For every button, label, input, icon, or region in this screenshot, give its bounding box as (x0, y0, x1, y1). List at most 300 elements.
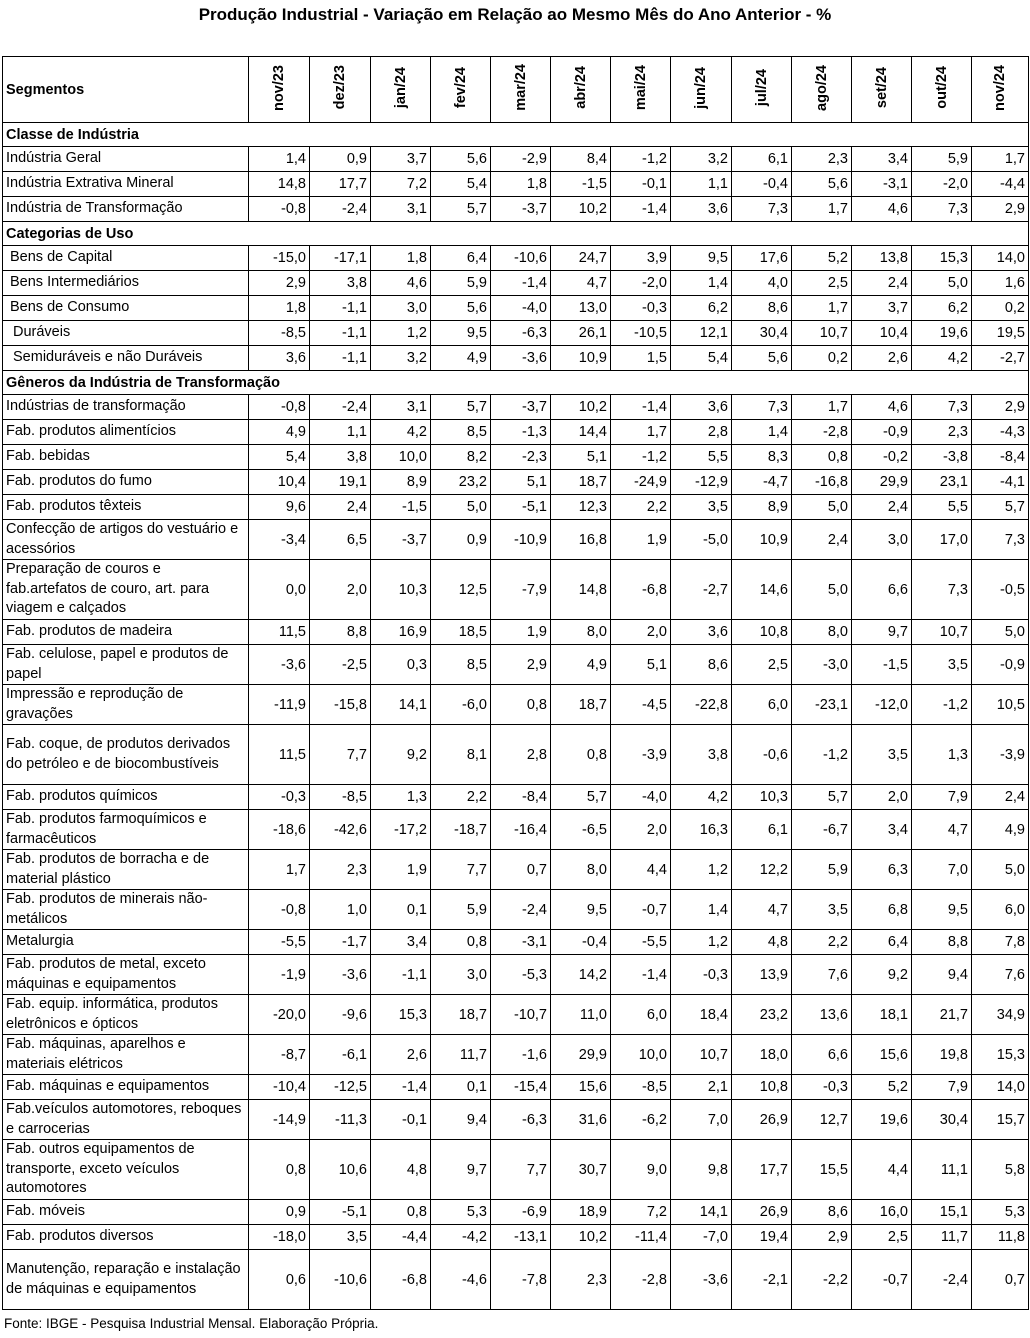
value-cell: 3,6 (249, 346, 310, 371)
value-cell: 7,3 (912, 395, 972, 420)
table-row (3, 930, 1029, 955)
value-cell: 8,4 (551, 147, 611, 172)
value-cell: 15,1 (912, 1200, 972, 1225)
value-cell: 2,9 (249, 271, 310, 296)
value-cell: -20,0 (249, 995, 310, 1035)
value-cell: 0,9 (310, 147, 371, 172)
segment-label: Fab. produtos do fumo (3, 470, 249, 495)
value-cell: 2,3 (912, 420, 972, 445)
value-cell: 11,7 (431, 1035, 491, 1075)
value-cell: 12,7 (792, 1100, 852, 1140)
value-cell: 18,5 (431, 620, 491, 645)
value-cell: 14,1 (371, 685, 431, 725)
value-cell: -1,2 (611, 147, 671, 172)
value-cell: 2,1 (671, 1075, 732, 1100)
value-cell: 4,6 (371, 271, 431, 296)
value-cell: -24,9 (611, 470, 671, 495)
value-cell: 4,8 (371, 1140, 431, 1200)
value-cell: 2,9 (972, 197, 1029, 222)
value-cell: 2,4 (852, 495, 912, 520)
value-cell: 3,5 (852, 725, 912, 785)
value-cell: 26,9 (732, 1100, 792, 1140)
value-cell: -1,6 (491, 1035, 551, 1075)
value-cell: 4,9 (972, 810, 1029, 850)
value-cell: 1,7 (792, 197, 852, 222)
table-row (3, 810, 1029, 850)
value-cell: -6,3 (491, 321, 551, 346)
segment-label: Fab. bebidas (3, 445, 249, 470)
value-cell: -0,9 (972, 645, 1029, 685)
value-cell: -2,2 (792, 1250, 852, 1310)
value-cell: 5,0 (431, 495, 491, 520)
value-cell: 10,7 (792, 321, 852, 346)
value-cell: 10,6 (310, 1140, 371, 1200)
segment-label: Fab. produtos de borracha e de material plástico (3, 850, 249, 890)
value-cell: 5,4 (249, 445, 310, 470)
value-cell: 3,9 (611, 246, 671, 271)
value-cell: 12,1 (671, 321, 732, 346)
value-cell: 6,3 (852, 850, 912, 890)
value-cell: 9,7 (431, 1140, 491, 1200)
value-cell: -0,2 (852, 445, 912, 470)
value-cell: 1,4 (671, 271, 732, 296)
value-cell: 15,6 (551, 1075, 611, 1100)
value-cell: 15,6 (852, 1035, 912, 1075)
value-cell: -0,3 (249, 785, 310, 810)
value-cell: -3,7 (371, 520, 431, 560)
value-cell: 8,5 (431, 420, 491, 445)
month-label: set/24 (873, 66, 890, 109)
segment-label: Indústrias de transformação (3, 395, 249, 420)
segment-label: Fab. máquinas e equipamentos (3, 1075, 249, 1100)
value-cell: -4,2 (431, 1225, 491, 1250)
value-cell: -15,0 (249, 246, 310, 271)
value-cell: 5,7 (551, 785, 611, 810)
value-cell: 4,2 (371, 420, 431, 445)
value-cell: -6,3 (491, 1100, 551, 1140)
value-cell: 18,9 (551, 1200, 611, 1225)
segment-label: Metalurgia (3, 930, 249, 955)
month-header (491, 57, 551, 123)
value-cell: 2,5 (852, 1225, 912, 1250)
value-cell: 3,5 (912, 645, 972, 685)
value-cell: 1,7 (792, 395, 852, 420)
value-cell: -2,8 (611, 1250, 671, 1310)
value-cell: 7,6 (972, 955, 1029, 995)
value-cell: -12,0 (852, 685, 912, 725)
value-cell: 2,9 (972, 395, 1029, 420)
value-cell: -0,7 (852, 1250, 912, 1310)
value-cell: 0,3 (371, 645, 431, 685)
value-cell: 6,0 (611, 995, 671, 1035)
value-cell: -11,3 (310, 1100, 371, 1140)
value-cell: 10,8 (732, 620, 792, 645)
value-cell: 1,2 (671, 930, 732, 955)
value-cell: -5,5 (249, 930, 310, 955)
month-label: nov/24 (992, 64, 1008, 111)
segment-label: Fab. celulose, papel e produtos de papel (3, 645, 249, 685)
table-row (3, 1140, 1029, 1200)
value-cell: 29,9 (852, 470, 912, 495)
value-cell: -4,4 (972, 172, 1029, 197)
value-cell: -6,8 (611, 560, 671, 620)
value-cell: 3,8 (671, 725, 732, 785)
month-header (551, 57, 611, 123)
value-cell: -3,6 (491, 346, 551, 371)
value-cell: 10,8 (732, 1075, 792, 1100)
value-cell: 0,9 (431, 520, 491, 560)
value-cell: -7,8 (491, 1250, 551, 1310)
value-cell: -8,5 (310, 785, 371, 810)
month-header (972, 57, 1029, 123)
value-cell: 5,3 (431, 1200, 491, 1225)
value-cell: 1,3 (912, 725, 972, 785)
value-cell: 3,4 (852, 147, 912, 172)
value-cell: 3,5 (671, 495, 732, 520)
segment-label: Indústria Geral (3, 147, 249, 172)
value-cell: 4,6 (852, 395, 912, 420)
value-cell: -18,6 (249, 810, 310, 850)
value-cell: 0,7 (972, 1250, 1029, 1310)
value-cell: 1,4 (732, 420, 792, 445)
value-cell: 3,1 (371, 197, 431, 222)
table-row (3, 850, 1029, 890)
value-cell: 9,5 (912, 890, 972, 930)
value-cell: 4,9 (431, 346, 491, 371)
value-cell: 1,8 (249, 296, 310, 321)
segment-label: Fab. móveis (3, 1200, 249, 1225)
category-row (3, 123, 1029, 147)
value-cell: 3,8 (310, 445, 371, 470)
value-cell: 10,3 (371, 560, 431, 620)
value-cell: 3,2 (671, 147, 732, 172)
value-cell: 2,0 (310, 560, 371, 620)
value-cell: 5,9 (912, 147, 972, 172)
value-cell: 0,8 (371, 1200, 431, 1225)
segment-label: Fab. produtos têxteis (3, 495, 249, 520)
value-cell: -1,2 (611, 445, 671, 470)
month-header (249, 57, 310, 123)
value-cell: -5,0 (671, 520, 732, 560)
value-cell: -8,4 (491, 785, 551, 810)
value-cell: 2,4 (972, 785, 1029, 810)
value-cell: -3,9 (972, 725, 1029, 785)
value-cell: 6,1 (732, 147, 792, 172)
value-cell: -1,5 (371, 495, 431, 520)
value-cell: 0,2 (972, 296, 1029, 321)
value-cell: 31,6 (551, 1100, 611, 1140)
month-label: nov/23 (271, 64, 287, 111)
value-cell: 0,0 (249, 560, 310, 620)
value-cell: -8,7 (249, 1035, 310, 1075)
value-cell: 2,6 (371, 1035, 431, 1075)
value-cell: 6,1 (732, 810, 792, 850)
month-header (671, 57, 732, 123)
value-cell: 5,3 (972, 1200, 1029, 1225)
category-row (3, 222, 1029, 246)
value-cell: 10,4 (249, 470, 310, 495)
table-row (3, 685, 1029, 725)
table-row (3, 246, 1029, 271)
value-cell: 9,7 (852, 620, 912, 645)
segment-label: Fab. produtos farmoquímicos e farmacêuticos (3, 810, 249, 850)
value-cell: 4,2 (671, 785, 732, 810)
value-cell: 16,3 (671, 810, 732, 850)
table-body (3, 123, 1029, 1310)
value-cell: -2,7 (671, 560, 732, 620)
value-cell: 19,1 (310, 470, 371, 495)
value-cell: -4,3 (972, 420, 1029, 445)
value-cell: 3,0 (431, 955, 491, 995)
value-cell: -0,7 (611, 890, 671, 930)
value-cell: 6,4 (852, 930, 912, 955)
value-cell: -4,1 (972, 470, 1029, 495)
segment-label: Fab. coque, de produtos derivados do petróleo e de biocombustíveis (3, 725, 249, 785)
value-cell: 15,5 (792, 1140, 852, 1200)
value-cell: 1,2 (371, 321, 431, 346)
value-cell: 9,2 (852, 955, 912, 995)
value-cell: -10,6 (310, 1250, 371, 1310)
value-cell: 3,2 (371, 346, 431, 371)
segment-label: Preparação de couros e fab.artefatos de couro, art. para viagem e calçados (3, 560, 249, 620)
value-cell: 5,1 (491, 470, 551, 495)
value-cell: 1,7 (611, 420, 671, 445)
value-cell: 8,5 (431, 645, 491, 685)
value-cell: 17,6 (732, 246, 792, 271)
value-cell: -0,3 (792, 1075, 852, 1100)
value-cell: -3,7 (491, 197, 551, 222)
value-cell: 15,3 (972, 1035, 1029, 1075)
value-cell: -4,0 (611, 785, 671, 810)
table-row (3, 1200, 1029, 1225)
segment-label: Fab. produtos de metal, exceto máquinas e equipamentos (3, 955, 249, 995)
category-label: Gêneros da Indústria de Transformação (3, 371, 1029, 395)
value-cell: 13,6 (792, 995, 852, 1035)
value-cell: 1,8 (491, 172, 551, 197)
value-cell: 10,2 (551, 1225, 611, 1250)
segment-label: Bens de Capital (3, 246, 249, 271)
value-cell: 2,0 (852, 785, 912, 810)
value-cell: -15,4 (491, 1075, 551, 1100)
segments-header: Segmentos (3, 57, 249, 123)
value-cell: 10,2 (551, 395, 611, 420)
value-cell: 2,0 (611, 810, 671, 850)
value-cell: 30,4 (732, 321, 792, 346)
value-cell: 7,6 (792, 955, 852, 995)
value-cell: -17,2 (371, 810, 431, 850)
value-cell: -6,8 (371, 1250, 431, 1310)
segment-label: Fab. produtos químicos (3, 785, 249, 810)
value-cell: -4,0 (491, 296, 551, 321)
value-cell: -3,8 (912, 445, 972, 470)
value-cell: 3,4 (852, 810, 912, 850)
value-cell: 5,9 (431, 271, 491, 296)
value-cell: 4,4 (852, 1140, 912, 1200)
value-cell: 2,3 (310, 850, 371, 890)
value-cell: -2,3 (491, 445, 551, 470)
value-cell: 10,9 (732, 520, 792, 560)
value-cell: 9,2 (371, 725, 431, 785)
value-cell: 13,9 (732, 955, 792, 995)
value-cell: 1,9 (491, 620, 551, 645)
value-cell: -5,1 (310, 1200, 371, 1225)
month-label: dez/23 (332, 65, 348, 110)
value-cell: -0,8 (249, 395, 310, 420)
month-label: out/24 (933, 66, 950, 109)
value-cell: -2,4 (491, 890, 551, 930)
segment-label: Impressão e reprodução de gravações (3, 685, 249, 725)
value-cell: -2,9 (491, 147, 551, 172)
value-cell: 1,4 (249, 147, 310, 172)
value-cell: 8,1 (431, 725, 491, 785)
value-cell: 1,7 (972, 147, 1029, 172)
value-cell: 0,1 (371, 890, 431, 930)
value-cell: 9,5 (671, 246, 732, 271)
value-cell: 1,7 (792, 296, 852, 321)
value-cell: -2,1 (732, 1250, 792, 1310)
value-cell: 4,6 (852, 197, 912, 222)
value-cell: -2,7 (972, 346, 1029, 371)
value-cell: 8,3 (732, 445, 792, 470)
value-cell: -14,9 (249, 1100, 310, 1140)
value-cell: 16,9 (371, 620, 431, 645)
table-row (3, 147, 1029, 172)
value-cell: 30,4 (912, 1100, 972, 1140)
value-cell: 14,8 (249, 172, 310, 197)
month-header (912, 57, 972, 123)
value-cell: 7,3 (732, 197, 792, 222)
value-cell: 7,8 (972, 930, 1029, 955)
value-cell: 6,6 (852, 560, 912, 620)
segment-label: Fab. máquinas, aparelhos e materiais elétricos (3, 1035, 249, 1075)
value-cell: 11,0 (551, 995, 611, 1035)
category-label: Classe de Indústria (3, 123, 1029, 147)
month-header (852, 57, 912, 123)
value-cell: -3,1 (852, 172, 912, 197)
value-cell: 2,5 (732, 645, 792, 685)
value-cell: -16,8 (792, 470, 852, 495)
value-cell: -6,9 (491, 1200, 551, 1225)
value-cell: 9,5 (551, 890, 611, 930)
month-label: mar/24 (512, 64, 529, 111)
table-row (3, 1035, 1029, 1075)
value-cell: 8,2 (431, 445, 491, 470)
value-cell: -1,1 (310, 321, 371, 346)
value-cell: 23,1 (912, 470, 972, 495)
value-cell: 15,3 (371, 995, 431, 1035)
value-cell: -6,0 (431, 685, 491, 725)
table-row (3, 725, 1029, 785)
value-cell: -3,6 (310, 955, 371, 995)
value-cell: -2,5 (310, 645, 371, 685)
table-title: Produção Industrial - Variação em Relação ao Mesmo Mês do Ano Anterior - % (198, 5, 832, 24)
value-cell: 5,0 (972, 620, 1029, 645)
table-row (3, 1100, 1029, 1140)
table-row (3, 890, 1029, 930)
value-cell: -2,4 (310, 197, 371, 222)
value-cell: 0,8 (249, 1140, 310, 1200)
value-cell: -1,5 (852, 645, 912, 685)
table-row (3, 955, 1029, 995)
segment-label: Fab. produtos de minerais não-metálicos (3, 890, 249, 930)
value-cell: 2,0 (611, 620, 671, 645)
value-cell: 1,9 (611, 520, 671, 560)
value-cell: 10,7 (671, 1035, 732, 1075)
table-row (3, 172, 1029, 197)
month-label: abr/24 (572, 66, 589, 109)
month-label: mai/24 (632, 64, 649, 111)
value-cell: 14,8 (551, 560, 611, 620)
segment-label: Fab. produtos alimentícios (3, 420, 249, 445)
value-cell: -0,1 (371, 1100, 431, 1140)
value-cell: 7,2 (611, 1200, 671, 1225)
value-cell: 3,5 (310, 1225, 371, 1250)
table-row (3, 520, 1029, 560)
value-cell: -6,2 (611, 1100, 671, 1140)
value-cell: 3,4 (371, 930, 431, 955)
value-cell: 16,8 (551, 520, 611, 560)
value-cell: 4,0 (732, 271, 792, 296)
value-cell: -3,9 (611, 725, 671, 785)
segment-label: Semiduráveis e não Duráveis (3, 346, 249, 371)
header-row (3, 57, 1029, 123)
value-cell: -18,0 (249, 1225, 310, 1250)
value-cell: -5,3 (491, 955, 551, 995)
value-cell: 6,2 (912, 296, 972, 321)
value-cell: 13,8 (852, 246, 912, 271)
value-cell: 0,8 (431, 930, 491, 955)
value-cell: 10,0 (611, 1035, 671, 1075)
segment-label: Indústria Extrativa Mineral (3, 172, 249, 197)
value-cell: 2,4 (310, 495, 371, 520)
table-row (3, 495, 1029, 520)
value-cell: 10,0 (371, 445, 431, 470)
value-cell: 30,7 (551, 1140, 611, 1200)
value-cell: 2,9 (792, 1225, 852, 1250)
value-cell: 6,4 (431, 246, 491, 271)
value-cell: 17,7 (732, 1140, 792, 1200)
value-cell: 18,7 (431, 995, 491, 1035)
value-cell: 1,2 (671, 850, 732, 890)
value-cell: -12,5 (310, 1075, 371, 1100)
value-cell: 3,5 (792, 890, 852, 930)
value-cell: 13,0 (551, 296, 611, 321)
value-cell: 0,9 (249, 1200, 310, 1225)
value-cell: 18,4 (671, 995, 732, 1035)
segment-label: Fab. produtos de madeira (3, 620, 249, 645)
table-row (3, 560, 1029, 620)
value-cell: 3,1 (371, 395, 431, 420)
value-cell: 11,8 (972, 1225, 1029, 1250)
value-cell: -3,6 (249, 645, 310, 685)
month-label: ago/24 (813, 64, 830, 111)
value-cell: -0,1 (611, 172, 671, 197)
value-cell: -1,5 (551, 172, 611, 197)
table-row (3, 420, 1029, 445)
value-cell: 5,5 (912, 495, 972, 520)
segment-label: Fab. outros equipamentos de transporte, exceto veículos automotores (3, 1140, 249, 1200)
value-cell: 1,8 (371, 246, 431, 271)
value-cell: 5,9 (431, 890, 491, 930)
value-cell: 11,5 (249, 620, 310, 645)
value-cell: -2,0 (611, 271, 671, 296)
value-cell: 10,4 (852, 321, 912, 346)
value-cell: 12,2 (732, 850, 792, 890)
value-cell: -4,7 (732, 470, 792, 495)
value-cell: 1,0 (310, 890, 371, 930)
value-cell: 7,3 (912, 560, 972, 620)
value-cell: 5,6 (792, 172, 852, 197)
